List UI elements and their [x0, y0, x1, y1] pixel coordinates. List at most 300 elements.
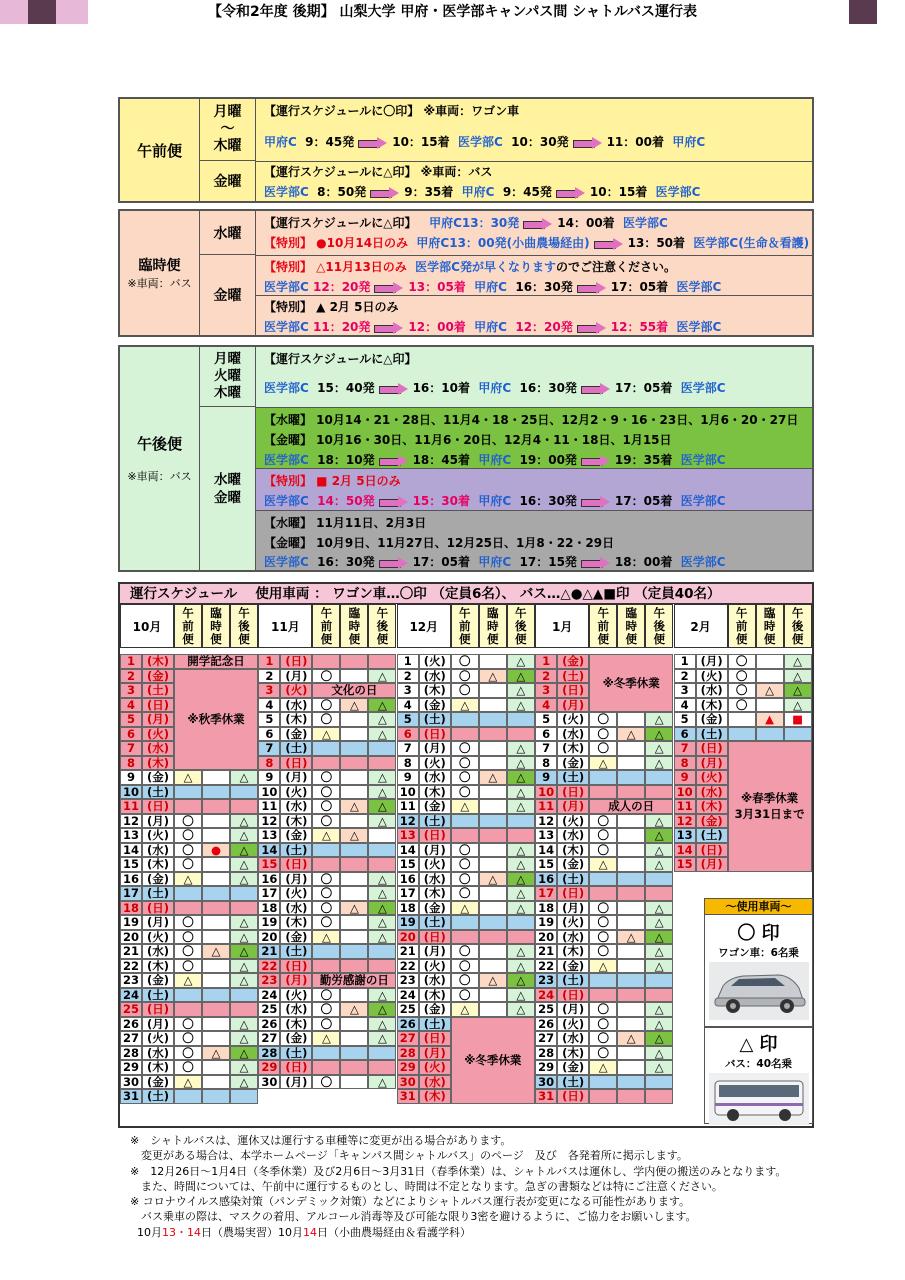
table-row: [535, 814, 673, 829]
am-mark: [312, 843, 340, 858]
table-row: [397, 712, 535, 727]
pm-mark: △: [507, 669, 535, 684]
table-row: [258, 669, 396, 684]
table-row: [258, 988, 396, 1003]
weekday: (日): [280, 654, 312, 669]
temp-mark: [340, 741, 368, 756]
pm-mark: △: [507, 683, 535, 698]
table-row: [674, 698, 812, 713]
weekday: (日): [696, 741, 728, 756]
pm-mark: △: [645, 857, 673, 872]
day-number: 10: [535, 785, 557, 800]
weekday: (月): [696, 654, 728, 669]
pm-mark: △: [230, 915, 258, 930]
am-section: [118, 97, 814, 203]
temp-section: [118, 209, 814, 337]
am-mark: 〇: [174, 930, 202, 945]
am-mark: 〇: [312, 915, 340, 930]
am-mark: 〇: [589, 930, 617, 945]
table-row: [397, 1002, 535, 1017]
am-mark: [451, 828, 479, 843]
day-number: 27: [397, 1031, 419, 1046]
table-row: [258, 1046, 396, 1061]
day-number: 4: [397, 698, 419, 713]
day-number: 3: [258, 683, 280, 698]
day-number: 16: [120, 872, 142, 887]
weekday: (水): [280, 698, 312, 713]
temp-label: 臨時便 ※車両：バス: [120, 211, 200, 335]
am-mark: 〇: [589, 828, 617, 843]
am-mark: 〇: [589, 915, 617, 930]
table-row: [535, 872, 673, 887]
day-number: 5: [120, 712, 142, 727]
day-number: 2: [674, 669, 696, 684]
pm-late-wed: 【水曜】 11月11日、2月3日: [264, 516, 427, 530]
day-number: 2: [120, 669, 142, 684]
am-mark: 〇: [174, 1017, 202, 1032]
weekday: (水): [419, 770, 451, 785]
table-row: [120, 1060, 258, 1075]
temp-mark: △: [340, 1002, 368, 1017]
day-number: 12: [674, 814, 696, 829]
weekday: (火): [419, 654, 451, 669]
weekday: (土): [142, 988, 174, 1003]
pm-mark: △: [507, 654, 535, 669]
temp-mark: [617, 1017, 645, 1032]
weekday: (土): [419, 814, 451, 829]
temp-mark: [617, 872, 645, 887]
table-row: [397, 654, 535, 669]
day-number: 4: [120, 698, 142, 713]
pm-mark: △: [784, 683, 812, 698]
am-mark: [174, 988, 202, 1003]
pm-mark: △: [645, 901, 673, 916]
temp-mark: [340, 712, 368, 727]
am-mark: 〇: [312, 1017, 340, 1032]
arrow-icon: [379, 455, 409, 467]
title-deco-left: [28, 0, 56, 24]
am-mark: 〇: [589, 944, 617, 959]
weekday: (水): [280, 799, 312, 814]
pm-mark: △: [230, 828, 258, 843]
pm-mark: △: [645, 1046, 673, 1061]
day-number: 12: [258, 814, 280, 829]
am-mark: △: [312, 1031, 340, 1046]
weekday: (日): [557, 785, 589, 800]
pm-mark: [368, 741, 396, 756]
temp-mark: [202, 799, 230, 814]
day-number: 21: [397, 944, 419, 959]
column-header: 臨 時 便: [202, 604, 230, 648]
table-row: [535, 857, 673, 872]
am-mark: 〇: [174, 1046, 202, 1061]
pm-mark: △: [645, 1017, 673, 1032]
temp-mark: [479, 727, 507, 742]
weekday: (木): [557, 741, 589, 756]
weekday: (月): [557, 698, 589, 713]
day-number: 9: [535, 770, 557, 785]
weekday: (水): [280, 1002, 312, 1017]
day-number: 28: [120, 1046, 142, 1061]
day-number: 19: [397, 915, 419, 930]
pm-mark: △: [230, 1075, 258, 1090]
am-mark: △: [451, 901, 479, 916]
holiday-label: ※春季休業 3月31日まで: [728, 741, 812, 872]
table-row: [397, 930, 535, 945]
am-mark: △: [312, 727, 340, 742]
day-number: 11: [120, 799, 142, 814]
month-header: 1月: [535, 604, 589, 648]
table-row: [535, 1017, 673, 1032]
day-number: 31: [120, 1089, 142, 1104]
temp-mark: [202, 901, 230, 916]
weekday: (月): [280, 973, 312, 988]
pm-mark: [507, 712, 535, 727]
temp-mark: [479, 857, 507, 872]
am-mark: [451, 915, 479, 930]
note-line: バス乗車の際は、マスクの着用、アルコール消毒等及び可能な限り3密を避けるように、ご協力をお願いします。: [130, 1210, 697, 1224]
am-mark: 〇: [312, 1002, 340, 1017]
table-row: [535, 712, 673, 727]
temp-mark: [340, 930, 368, 945]
am-mark: 〇: [589, 1046, 617, 1061]
day-number: 13: [397, 828, 419, 843]
weekday: (金): [280, 828, 312, 843]
temp-mark: △: [202, 944, 230, 959]
day-number: 23: [397, 973, 419, 988]
weekday: (木): [419, 785, 451, 800]
pm-mark: △: [368, 669, 396, 684]
day-number: 19: [258, 915, 280, 930]
pm-days-mon-tue-thu: 月曜 火曜 木曜: [200, 347, 256, 407]
pm-mark: △: [507, 770, 535, 785]
table-row: [397, 843, 535, 858]
holiday-label: ※冬季休業: [589, 654, 673, 712]
temp-mark: [340, 1031, 368, 1046]
table-row: [258, 785, 396, 800]
day-number: 3: [120, 683, 142, 698]
table-row: [535, 727, 673, 742]
temp-mark: [617, 814, 645, 829]
day-number: 24: [397, 988, 419, 1003]
day-number: 9: [120, 770, 142, 785]
am-mark: △: [451, 698, 479, 713]
am-mark: △: [589, 1060, 617, 1075]
am-mark: [312, 654, 340, 669]
weekday: (火): [557, 915, 589, 930]
temp-mark: [202, 828, 230, 843]
weekday: (水): [696, 785, 728, 800]
temp-mark: [756, 727, 784, 742]
day-number: 26: [397, 1017, 419, 1032]
column-header: 臨 時 便: [479, 604, 507, 648]
table-row: [397, 901, 535, 916]
day-number: 23: [120, 973, 142, 988]
weekday: (水): [419, 872, 451, 887]
pm-mark: △: [645, 1060, 673, 1075]
weekday: (金): [557, 654, 589, 669]
am-mark: 〇: [451, 770, 479, 785]
temp-mark: [479, 712, 507, 727]
arrow-icon: [577, 322, 607, 334]
day-number: 11: [258, 799, 280, 814]
am-mark: △: [589, 857, 617, 872]
table-row: [258, 756, 396, 771]
pm-mark: △: [645, 1002, 673, 1017]
column-header: 午 前 便: [312, 604, 340, 648]
weekday: (土): [557, 669, 589, 684]
am-mark: 〇: [312, 785, 340, 800]
table-row: [397, 872, 535, 887]
weekday: (水): [696, 683, 728, 698]
day-number: 17: [120, 886, 142, 901]
weekday: (金): [142, 973, 174, 988]
pm-mark: [645, 770, 673, 785]
pm-special-tag: 【特別】 ■ 2月 5日のみ: [264, 474, 401, 488]
am-mark: 〇: [451, 756, 479, 771]
am-mark: 〇: [312, 669, 340, 684]
am-mark: [589, 886, 617, 901]
pm-mark: △: [507, 799, 535, 814]
pm-mark: [230, 988, 258, 1003]
note-line: ※ コロナウイルス感染対策（パンデミック対策）などによりシャトルバス運行表が変更になる可能性があります。: [130, 1195, 690, 1209]
pm-mark: △: [230, 814, 258, 829]
am-mark: 〇: [451, 872, 479, 887]
am-mark: 〇: [451, 654, 479, 669]
day-number: 11: [397, 799, 419, 814]
title-bar: [0, 0, 696, 24]
temp-mark: [617, 843, 645, 858]
weekday: (月): [280, 770, 312, 785]
weekday: (水): [142, 741, 174, 756]
pm-label: 午後便 ※車両：バス: [120, 347, 200, 570]
temp-mark: [479, 901, 507, 916]
pm-mark: △: [368, 915, 396, 930]
pm-mark: △: [507, 756, 535, 771]
pm-regular-route: 医学部C 18：10発 18：45着 甲府C 19：00発 19：35着 医学部C: [264, 453, 726, 467]
day-number: 20: [535, 930, 557, 945]
table-row: [258, 1075, 396, 1090]
wagon-car-icon: [709, 962, 809, 1020]
temp-mark: [202, 1002, 230, 1017]
arrow-icon: [581, 557, 611, 569]
weekday: (土): [142, 1089, 174, 1104]
temp-mark: [479, 915, 507, 930]
am-mark: 〇: [728, 669, 756, 684]
day-number: 27: [535, 1031, 557, 1046]
weekday: (金): [419, 799, 451, 814]
weekday: (火): [280, 886, 312, 901]
day-number: 7: [674, 741, 696, 756]
day-number: 5: [674, 712, 696, 727]
weekday: (日): [419, 930, 451, 945]
table-row: [535, 930, 673, 945]
day-number: 1: [120, 654, 142, 669]
weekday: (木): [280, 915, 312, 930]
weekday: (火): [696, 669, 728, 684]
am-mark: [312, 959, 340, 974]
weekday: (木): [419, 1089, 451, 1104]
temp-mark: [340, 770, 368, 785]
temp-mark: △: [479, 872, 507, 887]
pm-special-route: 医学部C 14：50発 15：30着 甲府C 16：30発 17：05着 医学部C: [264, 494, 726, 508]
pm-mark: △: [507, 785, 535, 800]
weekday: (日): [419, 828, 451, 843]
pm-mark: △: [368, 799, 396, 814]
pm-mark: [368, 944, 396, 959]
temp-mark: [617, 770, 645, 785]
pm-mark: △: [645, 915, 673, 930]
table-row: [535, 1002, 673, 1017]
weekday: (日): [142, 1002, 174, 1017]
note-line: また、時間については、午前中に運行するものとし、時間は不定となります。急ぎの書類などは特にご注意ください。: [130, 1179, 723, 1193]
temp-mark: [756, 669, 784, 684]
am-mark: △: [174, 770, 202, 785]
table-row: [397, 683, 535, 698]
table-row: [258, 843, 396, 858]
day-number: 30: [397, 1075, 419, 1090]
table-row: [397, 944, 535, 959]
weekday: (月): [696, 756, 728, 771]
am-mark: 〇: [451, 944, 479, 959]
table-row: [535, 915, 673, 930]
table-row: [535, 1031, 673, 1046]
table-row: [258, 727, 396, 742]
table-row: [535, 901, 673, 916]
table-row: [397, 756, 535, 771]
day-number: 9: [258, 770, 280, 785]
weekday: (土): [280, 1046, 312, 1061]
pm-mark: [230, 799, 258, 814]
weekday: (月): [280, 872, 312, 887]
day-number: 20: [397, 930, 419, 945]
pm-mark: △: [230, 1031, 258, 1046]
table-row: [120, 973, 258, 988]
weekday: (金): [557, 959, 589, 974]
am-mark: [451, 814, 479, 829]
table-row: [674, 683, 812, 698]
pm-mark: [645, 886, 673, 901]
table-row: [120, 1031, 258, 1046]
column-header: 午 後 便: [368, 604, 396, 648]
weekday: (月): [142, 915, 174, 930]
day-number: 14: [535, 843, 557, 858]
day-number: 28: [258, 1046, 280, 1061]
weekday: (水): [280, 901, 312, 916]
day-number: 7: [120, 741, 142, 756]
temp-mark: [479, 683, 507, 698]
holiday-label: 勤労感謝の日: [312, 973, 396, 988]
am-mark: 〇: [589, 741, 617, 756]
day-number: 16: [535, 872, 557, 887]
temp-mark: [340, 669, 368, 684]
weekday: (土): [142, 886, 174, 901]
day-number: 8: [674, 756, 696, 771]
am-mark: [174, 785, 202, 800]
table-row: [397, 698, 535, 713]
weekday: (木): [696, 799, 728, 814]
am-mark: 〇: [312, 1075, 340, 1090]
temp-mark: [202, 1017, 230, 1032]
temp-wed-row1: 【運行スケジュールに△印】 甲府C13：30発 14：00着 医学部C: [264, 216, 668, 230]
temp-mark: [617, 1046, 645, 1061]
temp-mark: [479, 944, 507, 959]
pm-mark: △: [368, 814, 396, 829]
temp-mark: [617, 1002, 645, 1017]
am-mark: 〇: [589, 1017, 617, 1032]
am-mark: [312, 756, 340, 771]
pm-mark: △: [645, 741, 673, 756]
table-row: [258, 915, 396, 930]
table-row: [674, 712, 812, 727]
pm-mark: [507, 828, 535, 843]
am-mark: △: [451, 799, 479, 814]
pm-mark: [507, 930, 535, 945]
pm-mark: △: [507, 901, 535, 916]
day-number: 4: [535, 698, 557, 713]
table-row: [120, 915, 258, 930]
day-number: 30: [258, 1075, 280, 1090]
weekday: (土): [280, 741, 312, 756]
pm-mark: [230, 785, 258, 800]
pm-mark: △: [368, 930, 396, 945]
table-row: [535, 741, 673, 756]
day-number: 13: [535, 828, 557, 843]
day-number: 6: [120, 727, 142, 742]
pm-mark: △: [368, 1002, 396, 1017]
pm-mark: △: [230, 944, 258, 959]
am-mark: [589, 1075, 617, 1090]
day-number: 21: [120, 944, 142, 959]
am-mark: 〇: [589, 843, 617, 858]
temp-mark: [617, 988, 645, 1003]
table-row: [397, 727, 535, 742]
day-number: 3: [397, 683, 419, 698]
weekday: (金): [557, 756, 589, 771]
weekday: (火): [142, 828, 174, 843]
pm-mark: △: [784, 698, 812, 713]
am-mark: [312, 1060, 340, 1075]
table-row: [535, 756, 673, 771]
day-number: 18: [397, 901, 419, 916]
pm-mark: △: [368, 727, 396, 742]
pm-mark: △: [507, 886, 535, 901]
table-row: [120, 799, 258, 814]
table-row: [120, 770, 258, 785]
am-mark: 〇: [312, 814, 340, 829]
temp-mark: [479, 988, 507, 1003]
am-mark: [589, 770, 617, 785]
pm-mark: △: [368, 872, 396, 887]
weekday: (金): [142, 1075, 174, 1090]
weekday: (月): [419, 741, 451, 756]
day-number: 31: [397, 1089, 419, 1104]
weekday: (日): [280, 959, 312, 974]
pm-mark: △: [368, 901, 396, 916]
am-mark: 〇: [174, 915, 202, 930]
am-mark: [312, 741, 340, 756]
day-number: 29: [397, 1060, 419, 1075]
pm-mark: [368, 959, 396, 974]
day-number: 10: [120, 785, 142, 800]
weekday: (火): [142, 1031, 174, 1046]
holiday-label: ※秋季休業: [174, 669, 258, 771]
table-row: [258, 857, 396, 872]
day-number: 11: [674, 799, 696, 814]
table-row: [674, 727, 812, 742]
weekday: (金): [142, 669, 174, 684]
weekday: (火): [419, 756, 451, 771]
